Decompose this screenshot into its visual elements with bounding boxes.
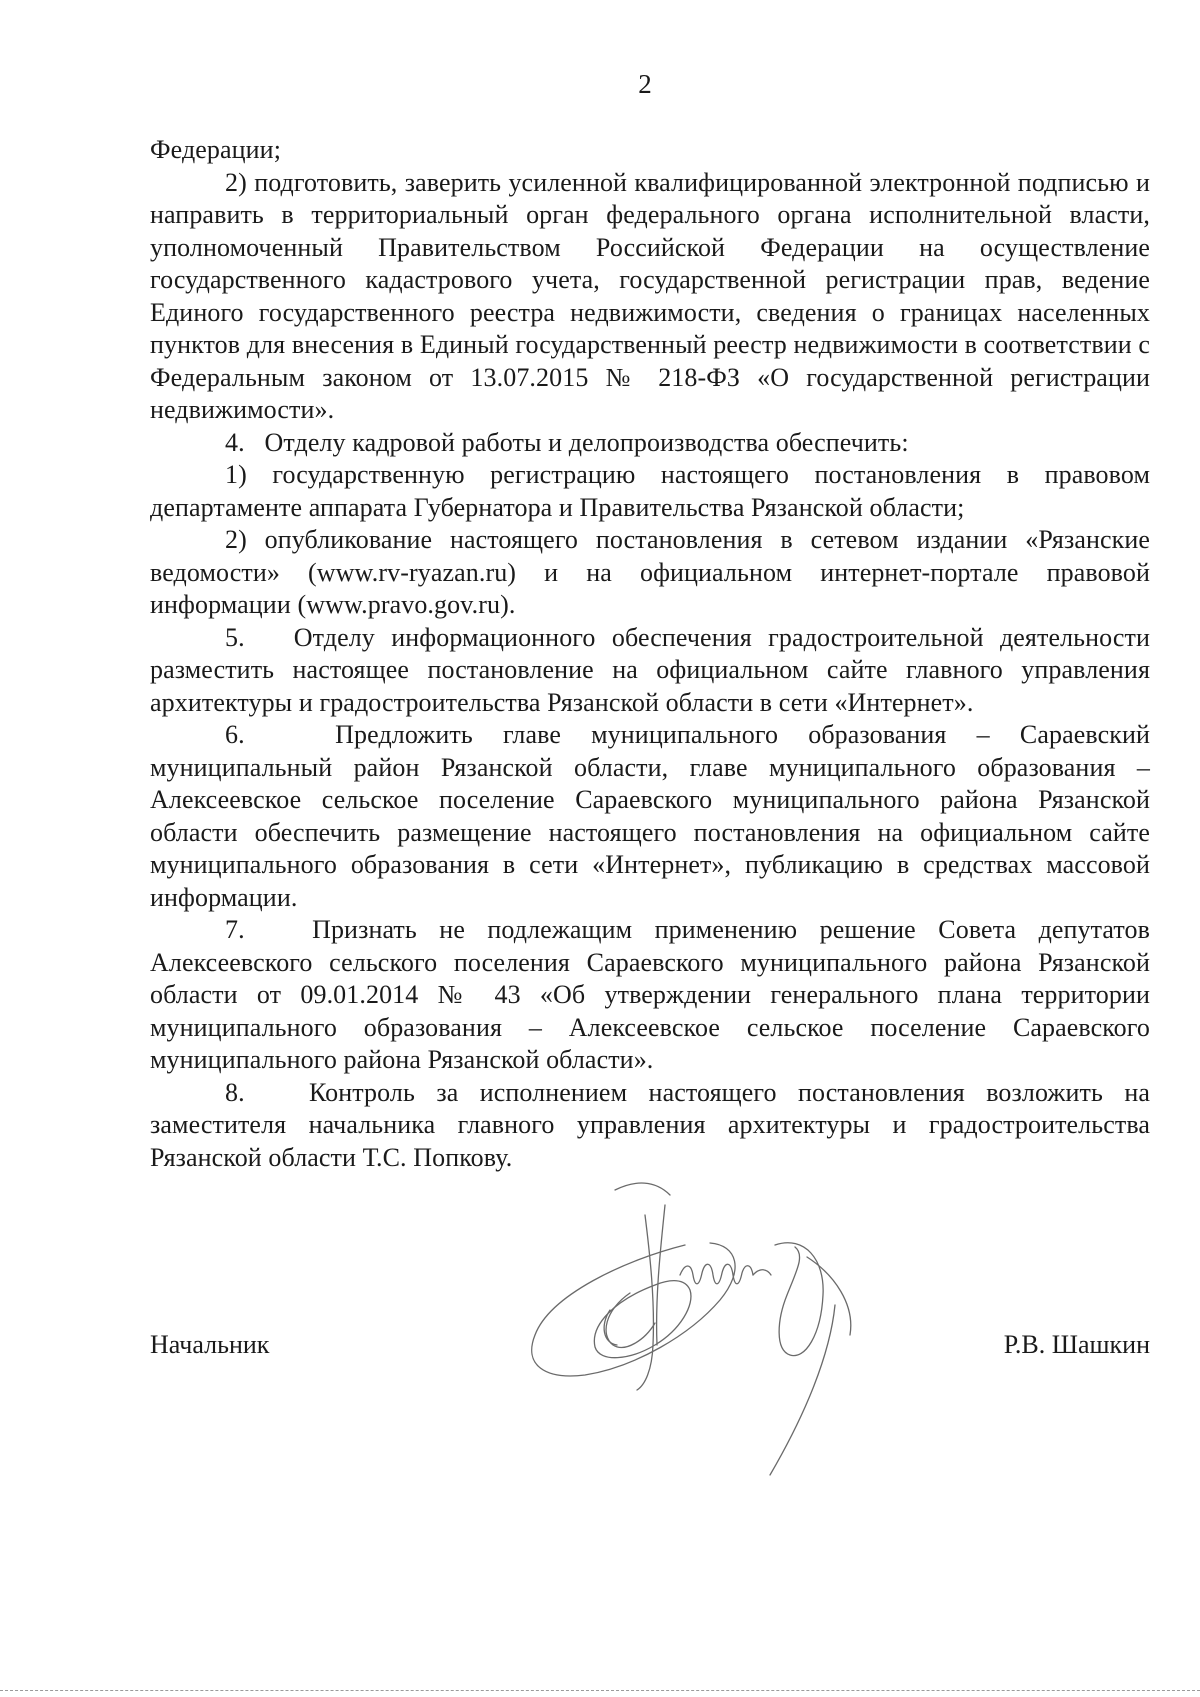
paragraph-item-4-subitem-1: 1) государственную регистрацию настоящего постановления в правовом департаменте аппарата Губернатора и Правительства Рязанской области; bbox=[150, 460, 1150, 522]
paragraph-item-4: 4. Отделу кадровой работы и делопроизводства обеспечить: bbox=[225, 427, 909, 457]
paragraph-continuation: Федерации; bbox=[150, 135, 282, 164]
signatory-name: Р.В. Шашкин bbox=[1003, 1330, 1150, 1359]
signature-block bbox=[150, 1329, 1150, 1369]
paragraph-item-5: 5. Отделу информационного обеспечения градостроительной деятельности разместить настоящее постановление на официальном сайте главного управления архитектуры и градостроительства Рязанской области в сети «Интернет». bbox=[150, 622, 1150, 717]
paragraph-item-4-subitem-2: 2) опубликование настоящего постановления в сетевом издании «Рязанские ведомости» (www.rv-ryazan.ru) и на официальном интернет-портале правовой информации (www.pravo.gov.ru). bbox=[150, 525, 1150, 619]
document-body bbox=[150, 134, 1150, 1174]
paragraph-item-8: 8. Контроль за исполнением настоящего постановления возложить на заместителя начальника главного управления архитектуры и градостроительства Рязанской области Т.С. Попкову. bbox=[150, 1077, 1150, 1172]
bottom-edge-line bbox=[0, 1690, 1200, 1691]
signatory-position: Начальник bbox=[150, 1330, 270, 1359]
paragraph-item-6: 6. Предложить главе муниципального образования – Сараевский муниципальный район Рязанской области, главе муниципального образования – Алексеевское сельское поселение Сараевского муниципального района Рязанской области обеспечить размещение настоящего постановления на официальном сайте муниципального образования в сети «Интернет», публикацию в средствах массовой информации. bbox=[150, 720, 1150, 912]
paragraph-subitem-2: 2) подготовить, заверить усиленной квалифицированной электронной подписью и направить в территориальный орган федерального органа исполнительной власти, уполномоченный Правительством Российской Федерации на осуществление государственного кадастрового учета, государственной регистрации прав, ведение Единого государственного реестра недвижимости, сведения о границах населенных пунктов для внесения в Единый государственный реестр недвижимости в соответствии с Федеральным законом от 13.07.2015 № 218-ФЗ «О государственной регистрации недвижимости». bbox=[150, 167, 1150, 424]
page-number: 2 bbox=[638, 69, 652, 99]
paragraph-item-7: 7. Признать не подлежащим применению решение Совета депутатов Алексеевского сельского поселения Сараевского муниципального района Рязанской области от 09.01.2014 № 43 «Об утверждении генерального плана территории муниципального образования – Алексеевское сельское поселение Сараевского муниципального района Рязанской области». bbox=[150, 915, 1150, 1074]
